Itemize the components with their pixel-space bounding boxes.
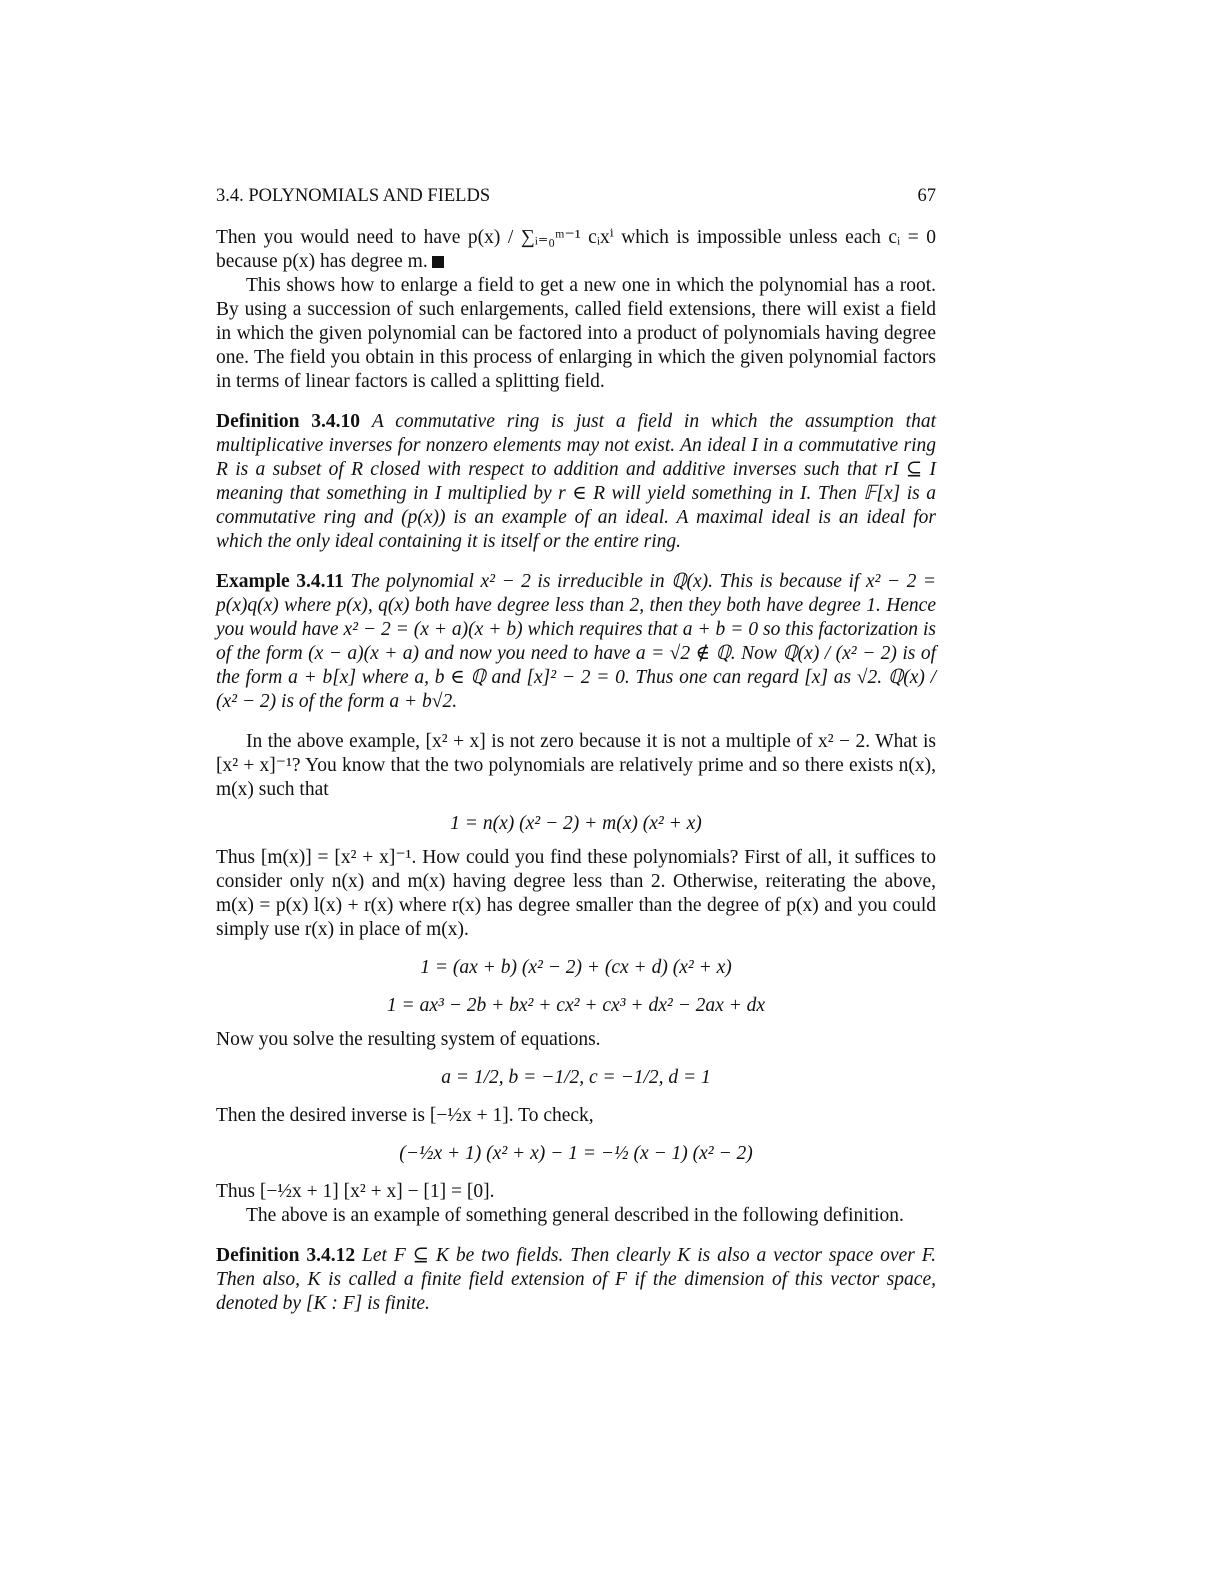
running-header — [216, 184, 936, 208]
definition-label: Definition 3.4.12 — [216, 1245, 356, 1266]
general-transition-paragraph: The above is an example of something general described in the following definition. — [246, 1205, 904, 1226]
solve-system-paragraph: Now you solve the resulting system of equations. — [216, 1029, 601, 1050]
section-title: 3.4. POLYNOMIALS AND FIELDS — [216, 186, 491, 206]
example-label: Example 3.4.11 — [216, 571, 344, 592]
reduction-paragraph: Thus [m(x)] = [x² + x]⁻¹. How could you find these polynomials? First of all, it suffices to consider only n(x) and m(x) having degree less than 2. Otherwise, reiterating the above, m(x) = p(x) l(x) + r(x) where r(x) has degree smaller than the degree of p(x) and you could simply use r(x) in place of m(x). — [216, 847, 936, 940]
equation-solution: a = 1/2, b = −1/2, c = −1/2, d = 1 — [441, 1067, 711, 1088]
equation-bezout: 1 = n(x) (x² − 2) + m(x) (x² + x) — [450, 813, 702, 834]
definition-3-4-12 — [216, 1244, 936, 1316]
desired-inverse-paragraph: Then the desired inverse is [−½x + 1]. To check, — [216, 1105, 594, 1126]
example-3-4-11 — [216, 570, 936, 714]
page-number: 67 — [917, 186, 936, 206]
page-content — [216, 184, 936, 1316]
splitting-field-paragraph: This shows how to enlarge a field to get a new one in which the polynomial has a root. By using a succession of such enlargements, called field extensions, there will exist a field in which the given polynomial can be factored into a product of polynomials having degree one. The field you obtain in this process of enlarging in which the given polynomial factors in terms of linear factors is called a splitting field. — [216, 275, 936, 392]
qed-square-icon — [432, 256, 444, 268]
definition-text: Let F ⊆ K be two fields. Then clearly K is also a vector space over F. Then also, K is called a finite field extension of F if the dimension of this vector space, denoted by [K : F] is finite. — [216, 1245, 937, 1314]
definition-3-4-10 — [216, 410, 936, 554]
example-text: The polynomial x² − 2 is irreducible in ℚ(x). This is because if x² − 2 = p(x)q(x) where p(x), q(x) both have degree less than 2, then they both have degree 1. Hence you would have x² − 2 = (x + a)(x + b) which requires that a + b = 0 so this factorization is of the form (x − a)(x + a) and now you need to have a = √2 ∉ ℚ. Now ℚ(x) / (x² − 2) is of the form a + b[x] where a, b ∈ ℚ and [x]² − 2 = 0. Thus one can regard [x] as √2. ℚ(x) / (x² − 2) is of the form a + b√2. — [216, 571, 937, 712]
proof-end-paragraph — [216, 226, 936, 274]
definition-text: A commutative ring is just a field in which the assumption that multiplicative inverses for nonzero elements may not exist. An ideal I in a commutative ring R is a subset of R closed with respect to addition and additive inverses such that rI ⊆ I meaning that something in I multiplied by r ∈ R will yield something in I. Then 𝔽[x] is a commutative ring and (p(x)) is an example of an ideal. A maximal ideal is an ideal for which the only ideal containing it is itself or the entire ring. — [216, 411, 937, 552]
equation-ansatz: 1 = (ax + b) (x² − 2) + (cx + d) (x² + x) — [420, 957, 732, 978]
equation-expanded: 1 = ax³ − 2b + bx² + cx² + cx³ + dx² − 2ax + dx — [386, 995, 766, 1016]
check-result-paragraph: Thus [−½x + 1] [x² + x] − [1] = [0]. — [216, 1181, 495, 1202]
definition-label: Definition 3.4.10 — [216, 411, 360, 432]
proof-end-text: Then you would need to have p(x) / ∑ᵢ₌₀ᵐ⁻¹ cᵢxⁱ which is impossible unless each cᵢ = 0 because p(x) has degree m. — [216, 227, 936, 272]
inverse-question-paragraph: In the above example, [x² + x] is not zero because it is not a multiple of x² − 2. What is [x² + x]⁻¹? You know that the two polynomials are relatively prime and so there exists n(x), m(x) such that — [216, 731, 936, 800]
equation-check: (−½x + 1) (x² + x) − 1 = −½ (x − 1) (x² − 2) — [399, 1143, 753, 1164]
